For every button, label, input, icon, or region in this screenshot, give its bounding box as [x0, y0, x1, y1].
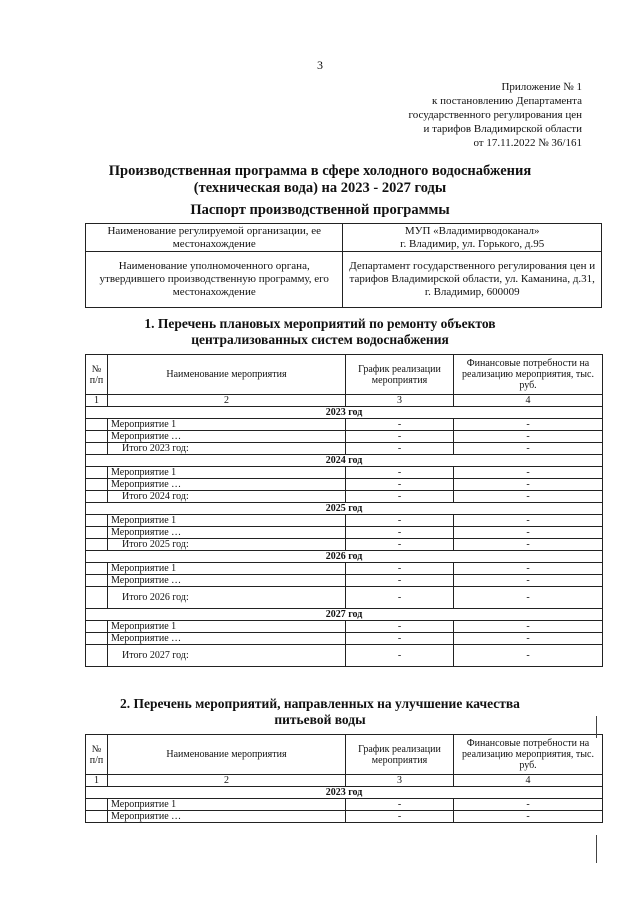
measure-schedule: - — [346, 563, 454, 575]
total-num — [86, 443, 108, 455]
measure-name: Мероприятие … — [108, 633, 346, 645]
measure-finance: - — [454, 633, 603, 645]
appendix-line: от 17.11.2022 № 36/161 — [473, 137, 582, 149]
year-label: 2025 год — [86, 503, 603, 515]
measure-row — [86, 633, 603, 645]
passport-value: Департамент государственного регулирования цен и тарифов Владимирской области, ул. Каманина, д.31, г. Владимир, 600009 — [343, 252, 602, 308]
total-label: Итого 2023 год: — [108, 443, 346, 455]
total-finance: - — [454, 443, 603, 455]
measure-num — [86, 799, 108, 811]
measure-finance: - — [454, 479, 603, 491]
year-row — [86, 551, 603, 563]
passport-label: Наименование уполномоченного органа, утвердившего производственную программу, его местонахождение — [86, 252, 343, 308]
measure-finance: - — [454, 527, 603, 539]
column-number: 4 — [454, 775, 603, 787]
document-title — [0, 163, 640, 197]
year-row — [86, 787, 603, 799]
table-header-row — [86, 355, 603, 395]
margin-stroke — [596, 716, 597, 738]
total-label: Итого 2027 год: — [108, 645, 346, 667]
column-number: 4 — [454, 395, 603, 407]
measure-schedule: - — [346, 811, 454, 823]
total-finance: - — [454, 491, 603, 503]
section2-title — [0, 696, 640, 728]
measure-row — [86, 811, 603, 823]
measure-schedule: - — [346, 467, 454, 479]
measure-schedule: - — [346, 419, 454, 431]
total-finance: - — [454, 539, 603, 551]
measure-name: Мероприятие … — [108, 575, 346, 587]
header-schedule: График реализации мероприятия — [346, 355, 454, 395]
page-number: 3 — [317, 58, 323, 72]
column-number-row — [86, 775, 603, 787]
header-name: Наименование мероприятия — [108, 735, 346, 775]
measure-finance: - — [454, 811, 603, 823]
header-name: Наименование мероприятия — [108, 355, 346, 395]
measure-num — [86, 633, 108, 645]
section-title-line: питьевой воды — [274, 712, 366, 727]
measure-num — [86, 527, 108, 539]
section-title-line: централизованных систем водоснабжения — [191, 332, 449, 347]
measure-name: Мероприятие 1 — [108, 515, 346, 527]
header-schedule: График реализации мероприятия — [346, 735, 454, 775]
total-row — [86, 645, 603, 667]
measure-name: Мероприятие 1 — [108, 621, 346, 633]
passport-row — [86, 252, 602, 308]
total-schedule: - — [346, 539, 454, 551]
passport-value — [343, 224, 602, 252]
total-finance: - — [454, 645, 603, 667]
column-number: 3 — [346, 395, 454, 407]
total-label: Итого 2025 год: — [108, 539, 346, 551]
measure-num — [86, 563, 108, 575]
margin-stroke — [596, 835, 597, 863]
measure-name: Мероприятие 1 — [108, 467, 346, 479]
measure-schedule: - — [346, 479, 454, 491]
measure-num — [86, 621, 108, 633]
total-row — [86, 443, 603, 455]
column-number: 3 — [346, 775, 454, 787]
measure-name: Мероприятие … — [108, 479, 346, 491]
measure-name: Мероприятие 1 — [108, 799, 346, 811]
year-label: 2024 год — [86, 455, 603, 467]
total-row — [86, 491, 603, 503]
column-number: 1 — [86, 395, 108, 407]
total-schedule: - — [346, 645, 454, 667]
section1-table — [85, 354, 603, 667]
measure-finance: - — [454, 419, 603, 431]
year-label: 2026 год — [86, 551, 603, 563]
measure-schedule: - — [346, 527, 454, 539]
appendix-line: и тарифов Владимирской области — [423, 123, 582, 135]
passport-row — [86, 224, 602, 252]
measure-schedule: - — [346, 431, 454, 443]
measure-num — [86, 419, 108, 431]
column-number: 1 — [86, 775, 108, 787]
passport-title: Паспорт производственной программы — [190, 202, 450, 218]
year-row — [86, 503, 603, 515]
measure-row — [86, 563, 603, 575]
passport-label: Наименование регулируемой организации, ее местонахождение — [86, 224, 343, 252]
header-num: № п/п — [86, 735, 108, 775]
total-num — [86, 587, 108, 609]
measure-schedule: - — [346, 515, 454, 527]
measure-num — [86, 575, 108, 587]
measure-schedule: - — [346, 799, 454, 811]
title-line: Производственная программа в сфере холодного водоснабжения — [108, 163, 532, 179]
column-number-row — [86, 395, 603, 407]
measure-num — [86, 811, 108, 823]
appendix-line: Приложение № 1 — [501, 81, 582, 93]
measure-name: Мероприятие 1 — [108, 563, 346, 575]
measure-row — [86, 431, 603, 443]
section2-table — [85, 734, 603, 823]
measure-finance: - — [454, 799, 603, 811]
total-schedule: - — [346, 443, 454, 455]
total-row — [86, 539, 603, 551]
passport-table — [85, 223, 602, 308]
measure-row — [86, 515, 603, 527]
column-number: 2 — [108, 775, 346, 787]
title-line: (техническая вода) на 2023 - 2027 годы — [193, 180, 447, 196]
total-label: Итого 2024 год: — [108, 491, 346, 503]
section1-title — [0, 316, 640, 348]
total-label: Итого 2026 год: — [108, 587, 346, 609]
measure-name: Мероприятие … — [108, 431, 346, 443]
year-row — [86, 407, 603, 419]
measure-finance: - — [454, 563, 603, 575]
total-schedule: - — [346, 491, 454, 503]
year-row — [86, 455, 603, 467]
measure-finance: - — [454, 575, 603, 587]
total-num — [86, 539, 108, 551]
measure-name: Мероприятие … — [108, 811, 346, 823]
section-title-line: 2. Перечень мероприятий, направленных на улучшение качества — [120, 696, 520, 711]
section-title-line: 1. Перечень плановых мероприятий по ремонту объектов — [144, 316, 496, 331]
table-header-row — [86, 735, 603, 775]
measure-finance: - — [454, 431, 603, 443]
total-finance: - — [454, 587, 603, 609]
measure-finance: - — [454, 621, 603, 633]
year-label: 2027 год — [86, 609, 603, 621]
year-row — [86, 609, 603, 621]
org-name: МУП «Владимирводоканал» — [404, 224, 540, 237]
measure-num — [86, 467, 108, 479]
appendix-block — [409, 80, 582, 150]
measure-row — [86, 575, 603, 587]
measure-schedule: - — [346, 633, 454, 645]
measure-finance: - — [454, 467, 603, 479]
measure-num — [86, 431, 108, 443]
header-num: № п/п — [86, 355, 108, 395]
total-row — [86, 587, 603, 609]
measure-row — [86, 621, 603, 633]
total-num — [86, 491, 108, 503]
measure-row — [86, 799, 603, 811]
year-label: 2023 год — [86, 407, 603, 419]
measure-num — [86, 479, 108, 491]
measure-row — [86, 467, 603, 479]
appendix-line: государственного регулирования цен — [408, 109, 582, 121]
measure-finance: - — [454, 515, 603, 527]
measure-name: Мероприятие 1 — [108, 419, 346, 431]
measure-schedule: - — [346, 575, 454, 587]
total-num — [86, 645, 108, 667]
org-address: г. Владимир, ул. Горького, д.95 — [400, 237, 545, 250]
header-finance: Финансовые потребности на реализацию мероприятия, тыс. руб. — [454, 355, 603, 395]
year-label: 2023 год — [86, 787, 603, 799]
measure-row — [86, 527, 603, 539]
measure-schedule: - — [346, 621, 454, 633]
appendix-line: к постановлению Департамента — [431, 95, 582, 107]
total-schedule: - — [346, 587, 454, 609]
header-finance: Финансовые потребности на реализацию мероприятия, тыс. руб. — [454, 735, 603, 775]
column-number: 2 — [108, 395, 346, 407]
measure-row — [86, 419, 603, 431]
measure-num — [86, 515, 108, 527]
measure-row — [86, 479, 603, 491]
measure-name: Мероприятие … — [108, 527, 346, 539]
